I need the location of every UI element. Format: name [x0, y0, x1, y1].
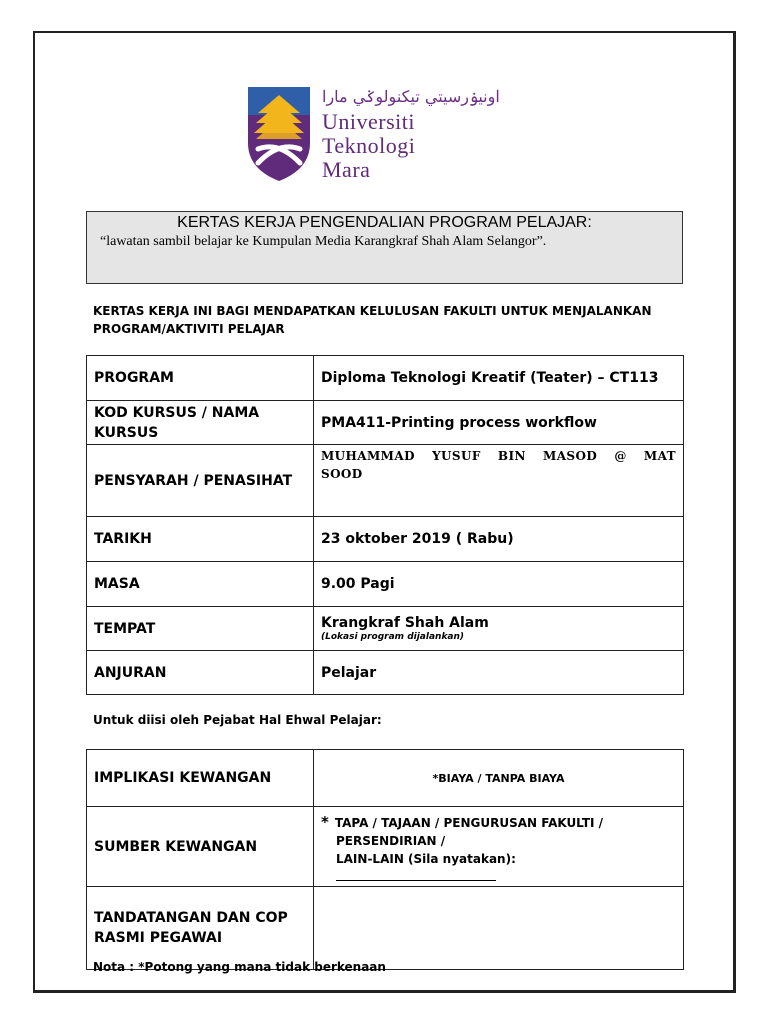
time-label: MASA: [87, 562, 314, 607]
table-row: [87, 750, 684, 807]
source-options-line-3: LAIN-LAIN (Sila nyatakan):: [336, 852, 516, 866]
table-row: [87, 887, 684, 970]
specify-blank-line[interactable]: [336, 868, 496, 881]
source-options-line-2: PERSENDIRIAN /: [336, 834, 446, 848]
lecturer-value: MUHAMMAD YUSUF BIN MASOD @ MAT SOOD: [314, 445, 684, 517]
lecturer-label: PENSYARAH / PENASIHAT: [87, 445, 314, 517]
logo-jawi-text: اونيۏرسيتي تيكنولوݢي مارا: [322, 87, 500, 106]
source-cell: [314, 807, 684, 887]
place-label: TEMPAT: [87, 607, 314, 651]
program-value: Diploma Teknologi Kreatif (Teater) – CT113: [314, 356, 684, 401]
course-value: PMA411-Printing process workflow: [314, 401, 684, 445]
uitm-emblem-icon: [246, 85, 312, 183]
table-row: [87, 517, 684, 562]
table-row: [87, 651, 684, 695]
program-details-table: [86, 355, 684, 695]
footnote: Nota : *Potong yang mana tidak berkenaan: [93, 960, 386, 974]
date-value: 23 oktober 2019 ( Rabu): [314, 517, 684, 562]
logo-line-3: Mara: [322, 157, 371, 182]
table-row: [87, 356, 684, 401]
title-box: [86, 211, 683, 284]
finance-label: IMPLIKASI KEWANGAN: [87, 750, 314, 807]
logo-line-2: Teknologi: [322, 133, 416, 158]
course-label: KOD KURSUS / NAMA KURSUS: [87, 401, 314, 445]
finance-value: *BIAYA / TANPA BIAYA: [314, 750, 684, 807]
place-cell: [314, 607, 684, 651]
time-value: 9.00 Pagi: [314, 562, 684, 607]
signature-field[interactable]: [314, 887, 684, 970]
signature-label: TANDATANGAN DAN COP RASMI PEGAWAI: [87, 887, 314, 970]
organizer-label: ANJURAN: [87, 651, 314, 695]
table-row: [87, 401, 684, 445]
table-row: [87, 607, 684, 651]
organizer-value: Pelajar: [314, 651, 684, 695]
logo-line-1: Universiti: [322, 109, 415, 134]
table-row: [87, 445, 684, 517]
source-line-3: [321, 850, 676, 886]
intro-text: KERTAS KERJA INI BAGI MENDAPATKAN KELULUSAN FAKULTI UNTUK MENJALANKAN PROGRAM/AKTIVITI PELAJAR: [93, 304, 652, 336]
source-line-1: [321, 813, 676, 832]
source-label: SUMBER KEWANGAN: [87, 807, 314, 887]
office-use-table: [86, 749, 684, 970]
source-options-line-1: TAPA / TAJAAN / PENGURUSAN FAKULTI /: [334, 816, 604, 830]
place-note: (Lokasi program dijalankan): [321, 632, 465, 642]
date-label: TARIKH: [87, 517, 314, 562]
document-title: KERTAS KERJA PENGENDALIAN PROGRAM PELAJAR:: [177, 214, 592, 231]
table-row: [87, 562, 684, 607]
office-note: Untuk diisi oleh Pejabat Hal Ehwal Pelajar:: [93, 713, 382, 727]
document-subtitle: “lawatan sambil belajar ke Kumpulan Media Karangkraf Shah Alam Selangor”.: [100, 234, 547, 249]
program-label: PROGRAM: [87, 356, 314, 401]
asterisk-mark: *: [321, 813, 329, 831]
table-row: [87, 807, 684, 887]
place-value: Krangkraf Shah Alam: [321, 615, 489, 631]
